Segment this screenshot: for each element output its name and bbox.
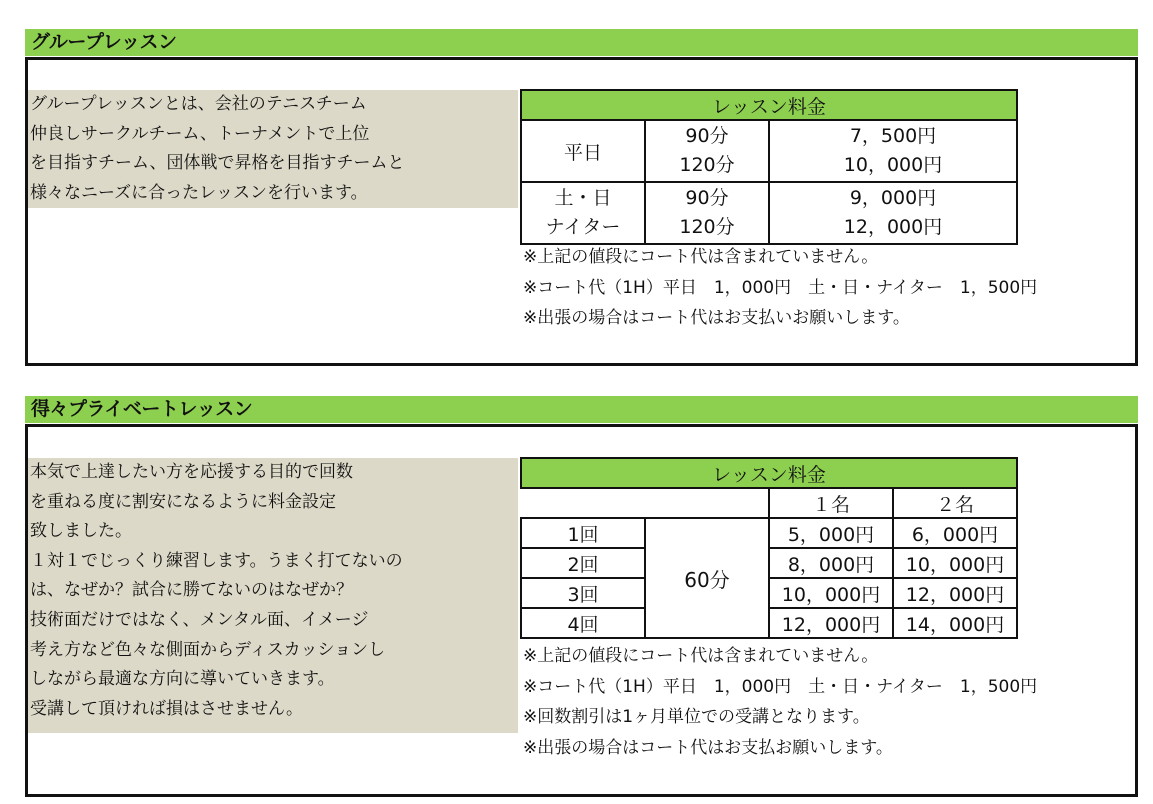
description-line: 受講して頂ければ損はさせません。 bbox=[30, 698, 304, 719]
description-line: 仲良しサークルチーム、トーナメントで上位 bbox=[30, 123, 370, 144]
note-line: ※出張の場合はコート代はお支払お願いします。 bbox=[523, 737, 893, 758]
group-fee-table bbox=[520, 89, 1018, 245]
note-line: ※出張の場合はコート代はお支払いお願いします。 bbox=[523, 308, 910, 328]
price-two-person: 10，000円 bbox=[893, 548, 1017, 578]
note-line: ※上記の値段にコート代は含まれていません。 bbox=[523, 247, 879, 267]
price-cell bbox=[769, 120, 1017, 182]
private-lesson-title: 得々プライベートレッスン bbox=[25, 396, 1138, 423]
price-two-person: 14，000円 bbox=[893, 608, 1017, 638]
price-one-person: 5，000円 bbox=[769, 518, 893, 548]
price-two-person: 12，000円 bbox=[893, 578, 1017, 608]
duration-cell bbox=[645, 182, 769, 244]
one-person-header: １名 bbox=[769, 488, 893, 518]
description-line: を目指すチーム、団体戦で昇格を目指すチームと bbox=[30, 153, 405, 174]
price-one-person: 12，000円 bbox=[769, 608, 893, 638]
description-line: しながら最適な方向に導いていきます。 bbox=[30, 669, 335, 690]
description-line: 技術面だけではなく、メンタル面、イメージ bbox=[30, 609, 369, 630]
group-lesson-title: グループレッスン bbox=[25, 29, 1138, 56]
session-count-cell: 3回 bbox=[521, 578, 645, 608]
price-two-person: 6，000円 bbox=[893, 518, 1017, 548]
note-line: ※コート代（1H）平日 1，000円 土・日・ナイター 1，500円 bbox=[523, 277, 1038, 298]
note-line: ※上記の値段にコート代は含まれていません。 bbox=[523, 646, 879, 666]
description-line: を重ねる度に割安になるように料金設定 bbox=[30, 491, 336, 512]
private-lesson-notes bbox=[523, 641, 1037, 763]
description-line: 考え方など色々な側面からディスカッションし bbox=[30, 639, 386, 660]
blank-header-cell bbox=[521, 488, 769, 518]
duration-value: 120分 bbox=[679, 216, 735, 238]
description-line: グループレッスンとは、会社のテニスチーム bbox=[30, 94, 367, 114]
day-cell-weekday: 平日 bbox=[521, 120, 645, 182]
fee-table-header: レッスン料金 bbox=[521, 458, 1017, 488]
day-label: 土・日 bbox=[554, 187, 612, 209]
fee-table-header: レッスン料金 bbox=[521, 90, 1017, 120]
session-count-cell: 4回 bbox=[521, 608, 645, 638]
description-line: 致しました。 bbox=[30, 521, 132, 542]
duration-cell: 60分 bbox=[645, 518, 769, 638]
session-count-cell: 2回 bbox=[521, 548, 645, 578]
two-person-header: ２名 bbox=[893, 488, 1017, 518]
price-cell bbox=[769, 182, 1017, 244]
private-fee-table bbox=[520, 457, 1018, 639]
note-line: ※回数割引は1ヶ月単位での受講となります。 bbox=[523, 707, 870, 727]
day-label: ナイター bbox=[545, 216, 621, 238]
private-lesson-description bbox=[28, 458, 518, 733]
duration-value: 90分 bbox=[685, 125, 729, 147]
day-cell-weekend bbox=[521, 182, 645, 244]
price-value: 10，000円 bbox=[843, 154, 943, 176]
price-value: 7，500円 bbox=[849, 125, 937, 147]
description-line: 本気で上達したい方を応援する目的で回数 bbox=[30, 462, 353, 482]
description-line: 様々なニーズに合ったレッスンを行います。 bbox=[30, 182, 368, 203]
duration-cell bbox=[645, 120, 769, 182]
duration-value: 90分 bbox=[685, 187, 729, 209]
session-count-cell: 1回 bbox=[521, 518, 645, 548]
group-lesson-description bbox=[28, 90, 518, 208]
price-value: 12，000円 bbox=[843, 216, 943, 238]
price-value: 9，000円 bbox=[849, 187, 937, 209]
note-line: ※コート代（1H）平日 1，000円 土・日・ナイター 1，500円 bbox=[523, 676, 1038, 697]
price-one-person: 8，000円 bbox=[769, 548, 893, 578]
price-one-person: 10，000円 bbox=[769, 578, 893, 608]
group-lesson-notes bbox=[523, 242, 1037, 334]
description-line: １対１でじっくり練習します。うまく打てないの bbox=[30, 550, 403, 571]
duration-value: 120分 bbox=[679, 154, 735, 176]
description-line: は、なぜか？試合に勝てないのはなぜか？ bbox=[30, 580, 353, 601]
